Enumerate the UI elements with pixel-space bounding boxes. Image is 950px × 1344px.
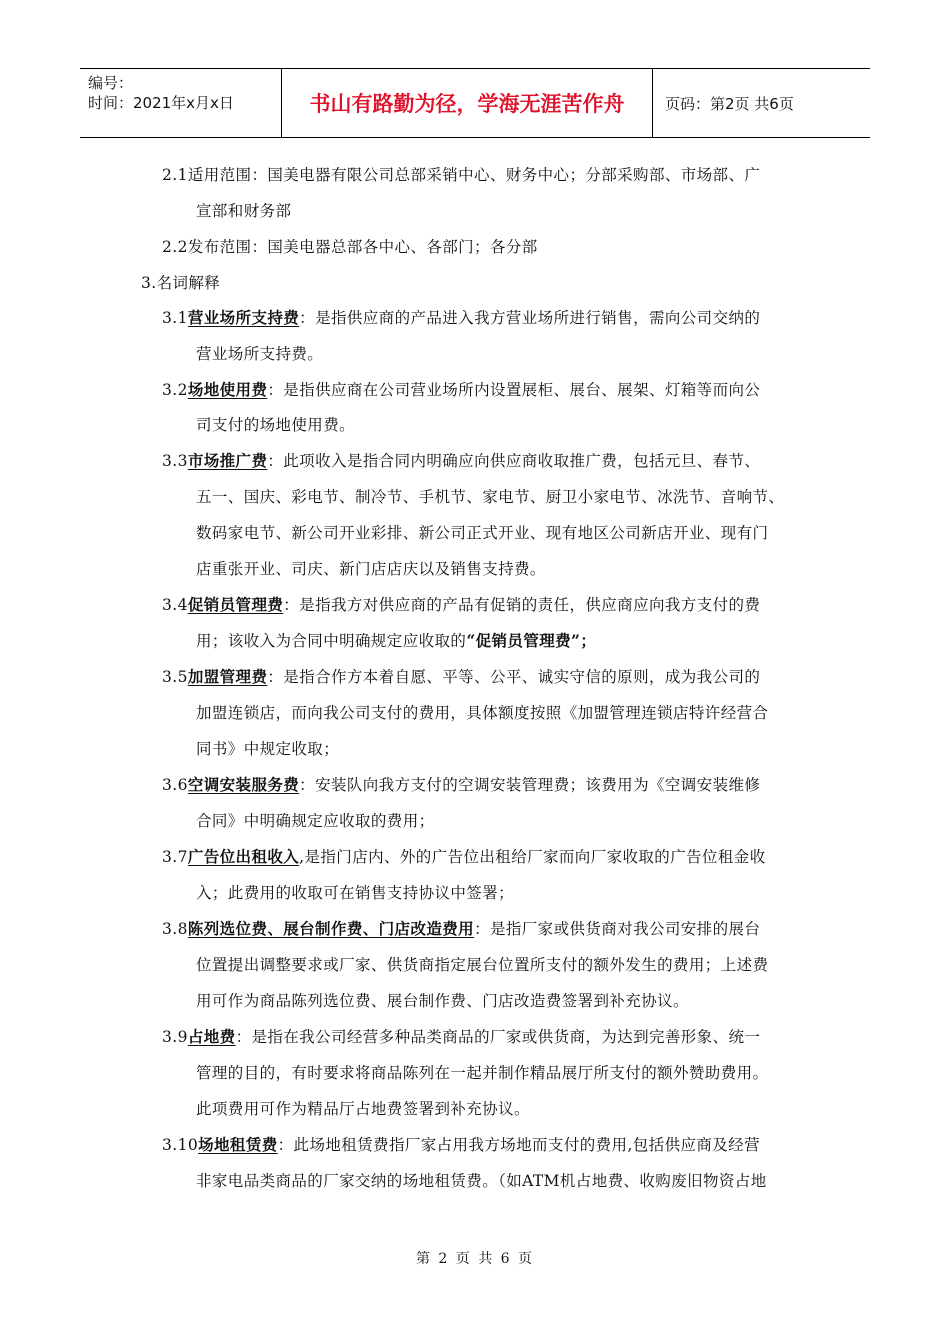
- text-line: 数码家电节、新公司开业彩排、新公司正式开业、现有地区公司新店开业、现有门: [196, 524, 769, 542]
- item-number: 3.7: [162, 848, 188, 866]
- text-line: 加盟连锁店，而向我公司支付的费用，具体额度按照《加盟管理连锁店特许经营合: [196, 704, 769, 722]
- defined-term: 场地使用费: [187, 380, 268, 399]
- definition-text: ：是指在我公司经营多种品类商品的厂家或供货商，为达到完善形象、统一: [235, 1028, 761, 1046]
- header-motto: 书山有路勤为径，学海无涯苦作舟: [282, 69, 653, 137]
- defined-term: 场地租赁费: [198, 1135, 278, 1154]
- text-line: [196, 629, 596, 651]
- text-line: 合同》中明确规定应收取的费用；: [196, 812, 435, 830]
- definition-3-2: [162, 378, 760, 400]
- definition-3-5: [162, 665, 760, 687]
- definition-text: ：是指供应商在公司营业场所内设置展柜、展台、展架、灯箱等而向公: [267, 381, 761, 399]
- defined-term: 广告位出租收入: [187, 847, 300, 866]
- definition-3-4: [162, 593, 760, 615]
- header-meta: [80, 69, 282, 137]
- definition-text: ：是指合作方本着自愿、平等、公平、诚实守信的原则，成为我公司的: [267, 668, 761, 686]
- definition-text: ：是指我方对供应商的产品有促销的责任，供应商应向我方支付的费: [283, 596, 761, 614]
- quoted-term: “促销员管理费”；: [466, 631, 597, 650]
- header-page-info: 页码：第2页 共6页: [665, 94, 794, 113]
- defined-term: 市场推广费: [187, 451, 268, 470]
- definition-3-1: [162, 306, 760, 328]
- defined-term: 占地费: [187, 1027, 236, 1046]
- document-header: [80, 68, 870, 138]
- defined-term: 加盟管理费: [187, 667, 268, 686]
- definition-text: ：此场地租赁费指厂家占用我方场地而支付的费用,包括供应商及经营: [277, 1136, 760, 1154]
- definition-text: ,是指门店内、外的广告位出租给厂家而向厂家收取的广告位租金收: [299, 848, 766, 866]
- item-number: 3.9: [162, 1028, 188, 1046]
- defined-term: 空调安装服务费: [187, 775, 300, 794]
- item-number: 3.5: [162, 668, 188, 686]
- item-number: 3.3: [162, 452, 188, 470]
- definition-3-6: [162, 773, 760, 795]
- text-line: 五一、国庆、彩电节、制冷节、手机节、家电节、厨卫小家电节、冰洗节、音响节、: [196, 488, 785, 506]
- item-number: 3.1: [162, 309, 188, 327]
- definition-text: 用；该收入为合同中明确规定应收取的: [196, 632, 467, 650]
- text-line: 宣部和财务部: [196, 202, 292, 220]
- definition-text: ：此项收入是指合同内明确应向供应商收取推广费，包括元旦、春节、: [267, 452, 761, 470]
- page-footer: 第 2 页 共 6 页: [415, 1251, 535, 1267]
- text-line: 位置提出调整要求或厂家、供货商指定展台位置所支付的额外发生的费用；上述费: [196, 956, 769, 974]
- text-line: 非家电品类商品的厂家交纳的场地租赁费。（如ATM机占地费、收购废旧物资占地: [196, 1172, 767, 1190]
- text-line: 同书》中规定收取；: [196, 740, 340, 758]
- text-line: 司支付的场地使用费。: [196, 416, 356, 434]
- definition-3-3: [162, 449, 760, 471]
- text-line: 管理的目的，有时要求将商品陈列在一起并制作精品展厅所支付的额外赞助费用。: [196, 1064, 769, 1082]
- item-number: 3.8: [162, 920, 188, 938]
- text-line: 用可作为商品陈列选位费、展台制作费、门店改造费签署到补充协议。: [196, 992, 689, 1010]
- definition-3-9: [162, 1025, 760, 1047]
- item-number: 3.2: [162, 381, 188, 399]
- item-number: 3.6: [162, 776, 188, 794]
- text-line: 入；此费用的收取可在销售支持协议中签署；: [196, 884, 515, 902]
- definition-text: ：是指厂家或供货商对我公司安排的展台: [474, 920, 761, 938]
- item-number: 3.10: [162, 1136, 199, 1154]
- text-line: 店重张开业、司庆、新门店店庆以及销售支持费。: [196, 560, 546, 578]
- definition-3-8: [162, 917, 760, 939]
- text-line: 2.2发布范围：国美电器总部各中心、各部门；各分部: [162, 238, 538, 256]
- definition-text: ：是指供应商的产品进入我方营业场所进行销售，需向公司交纳的: [299, 309, 761, 327]
- text-line: 此项费用可作为精品厅占地费签署到补充协议。: [196, 1100, 530, 1118]
- definition-text: ：安装队向我方支付的空调安装管理费；该费用为《空调安装维修: [299, 776, 761, 794]
- definition-3-7: [162, 845, 766, 867]
- item-number: 3.4: [162, 596, 188, 614]
- text-line: 2.1适用范围：国美电器有限公司总部采销中心、财务中心；分部采购部、市场部、广: [162, 166, 761, 184]
- defined-term: 陈列选位费、展台制作费、门店改造费用: [187, 919, 475, 938]
- defined-term: 促销员管理费: [187, 595, 284, 614]
- section-heading: 3.名词解释: [141, 274, 221, 292]
- text-line: 营业场所支持费。: [196, 345, 324, 363]
- date-label: 时间：2021年x月x日: [88, 94, 234, 112]
- definition-3-10: [162, 1133, 760, 1155]
- defined-term: 营业场所支持费: [187, 308, 300, 327]
- serial-number-label: 编号：: [88, 74, 134, 92]
